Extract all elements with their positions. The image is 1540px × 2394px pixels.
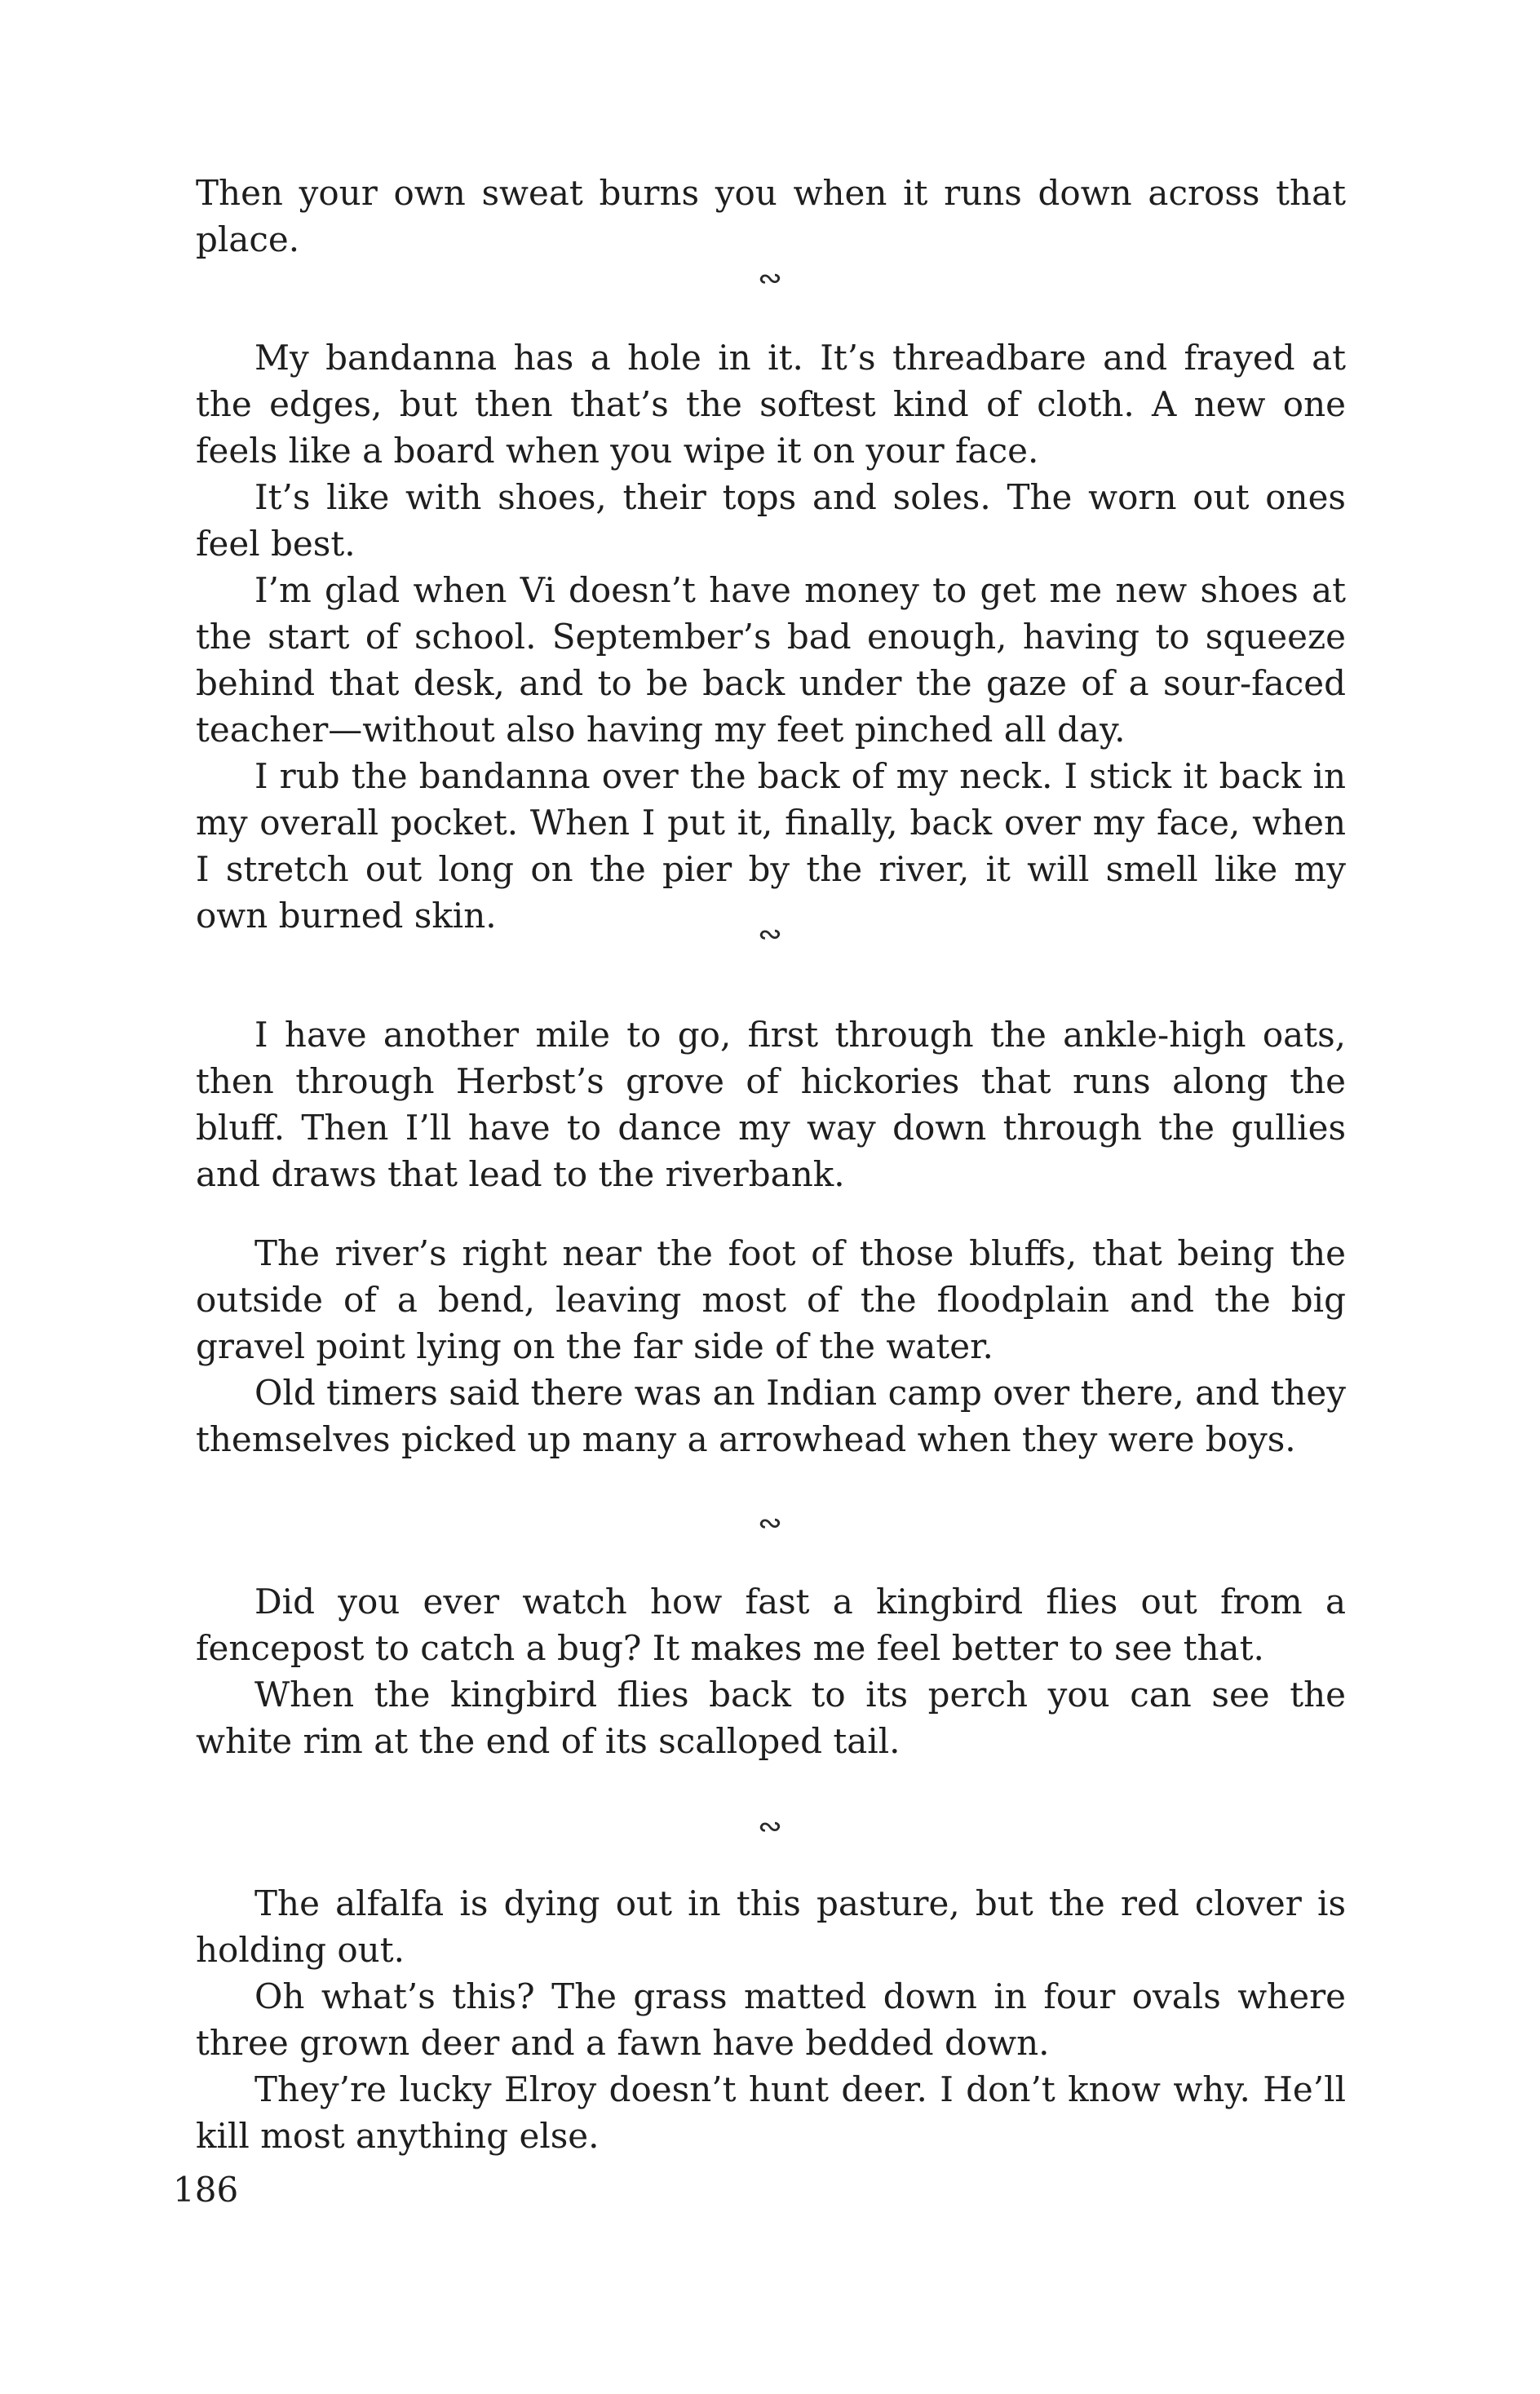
paragraph: I rub the bandanna over the back of my neck. I stick it back in my overall pocket. When I put it, finally, back over my face, when I stretch out long on the pier by the river, it will smell like my own burned skin. xyxy=(196,756,1346,936)
section-break-ornament: ∾ xyxy=(757,1810,783,1843)
paragraph: They’re lucky Elroy doesn’t hunt deer. I don’t know why. He’ll kill most anything else. xyxy=(196,2069,1346,2156)
paragraph: Oh what’s this? The grass matted down in four ovals where three grown deer and a fawn have bedded down. xyxy=(196,1976,1346,2063)
section-2 xyxy=(196,334,1346,939)
paragraph: My bandanna has a hole in it. It’s threadbare and frayed at the edges, but then that’s the softest kind of cloth. A new one feels like a board when you wipe it on your face. xyxy=(196,338,1346,471)
page-number: 186 xyxy=(173,2170,239,2210)
paragraph: The alfalfa is dying out in this pasture, but the red clover is holding out. xyxy=(196,1883,1346,1970)
section-break-ornament: ∾ xyxy=(757,1507,783,1540)
section-5 xyxy=(196,1880,1346,2159)
section-1 xyxy=(196,170,1346,263)
section-3 xyxy=(196,1011,1346,1463)
paragraph: Then your own sweat burns you when it runs down across that place. xyxy=(196,173,1346,259)
paragraph: The river’s right near the foot of those bluffs, that being the outside of a bend, leaving most of the floodplain and the big gravel point lying on the far side of the water. xyxy=(196,1233,1346,1366)
section-break-ornament: ∾ xyxy=(757,918,783,951)
section-break-ornament: ∾ xyxy=(757,262,783,295)
section-4 xyxy=(196,1578,1346,1764)
paragraph: Old timers said there was an Indian camp over there, and they themselves picked up many a arrowhead when they were boys. xyxy=(196,1373,1346,1459)
paragraph: Did you ever watch how fast a kingbird flies out from a fencepost to catch a bug? It makes me feel better to see that. xyxy=(196,1582,1346,1668)
paragraph: It’s like with shoes, their tops and soles. The worn out ones feel best. xyxy=(196,477,1346,564)
paragraph: When the kingbird flies back to its perch you can see the white rim at the end of its scalloped tail. xyxy=(196,1675,1346,1761)
paragraph: I have another mile to go, first through the ankle-high oats, then through Herbst’s grove of hickories that runs along the bluff. Then I’ll have to dance my way down through the gullies and draws that lead to the riverbank. xyxy=(196,1015,1346,1194)
paragraph: I’m glad when Vi doesn’t have money to get me new shoes at the start of school. September’s bad enough, having to squeeze behind that desk, and to be back under the gaze of a sour-faced teacher—without also having my feet pinched all day. xyxy=(196,570,1346,750)
